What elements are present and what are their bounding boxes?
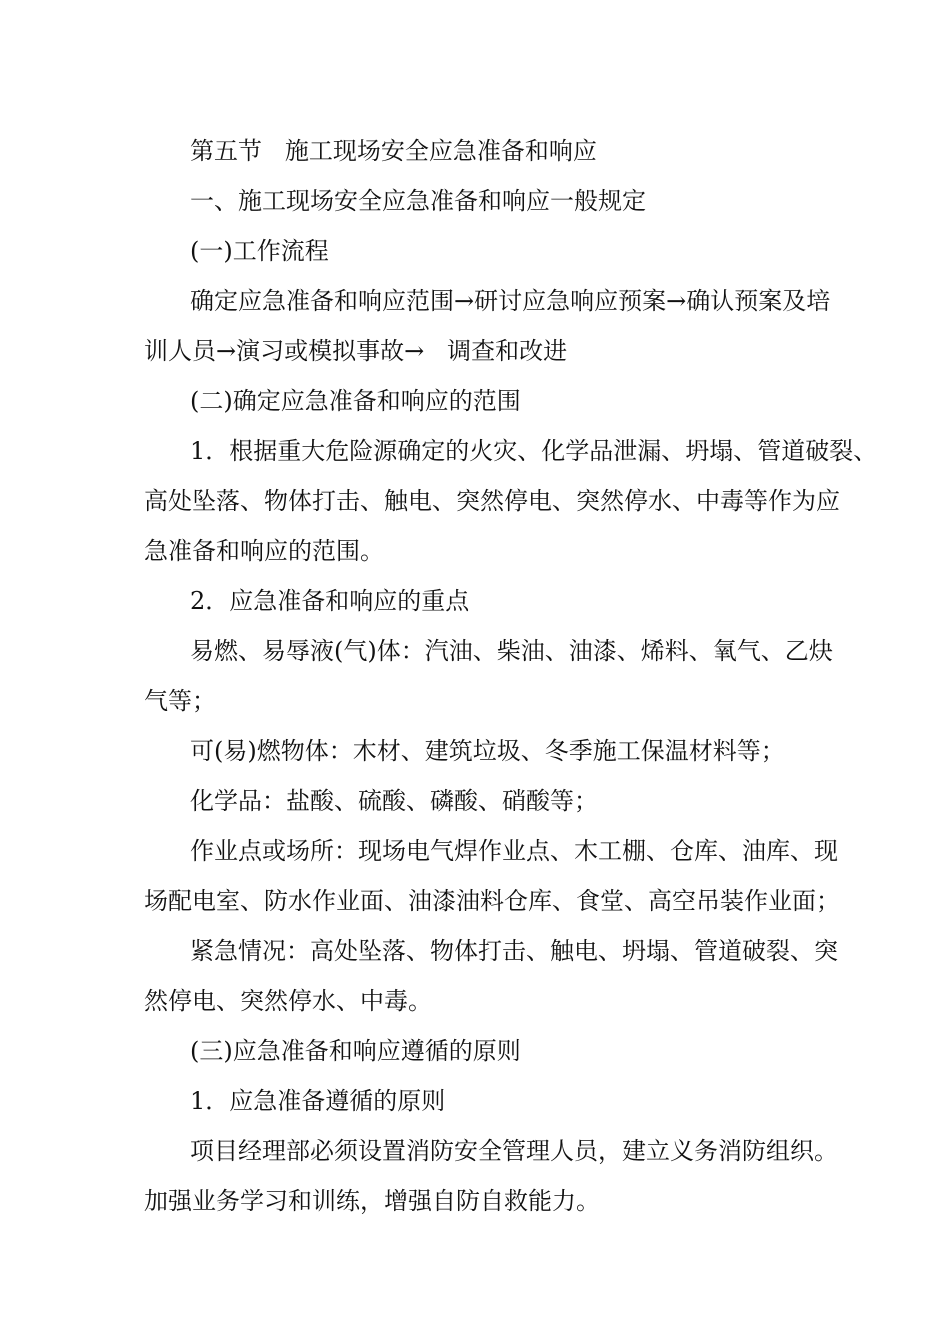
paragraph-line: 然停电、突然停水、中毒。 bbox=[144, 987, 432, 1015]
paragraph-line: 确定应急准备和响应范围→研讨应急响应预案→确认预案及培 bbox=[190, 287, 831, 315]
heading-1: 一、施工现场安全应急准备和响应一般规定 bbox=[190, 187, 646, 215]
heading-2-principles: (三)应急准备和响应遵循的原则 bbox=[190, 1037, 521, 1065]
subheading-principle: 1．应急准备遵循的原则 bbox=[190, 1087, 446, 1115]
paragraph-line: 场配电室、防水作业面、油漆油料仓库、食堂、高空吊装作业面； bbox=[144, 887, 840, 915]
paragraph-line: 训人员→演习或模拟事故→ 调查和改进 bbox=[144, 337, 568, 365]
section-title: 第五节 施工现场安全应急准备和响应 bbox=[190, 137, 597, 165]
paragraph-line: 紧急情况：高处坠落、物体打击、触电、坍塌、管道破裂、突 bbox=[190, 937, 838, 965]
paragraph-line: 急准备和响应的范围。 bbox=[144, 537, 384, 565]
heading-2-workflow: (一)工作流程 bbox=[190, 237, 329, 265]
paragraph-line: 1．根据重大危险源确定的火灾、化学品泄漏、坍塌、管道破裂、 bbox=[190, 437, 878, 465]
paragraph-line: 作业点或场所：现场电气焊作业点、木工棚、仓库、油库、现 bbox=[190, 837, 838, 865]
paragraph-line: 加强业务学习和训练，增强自防自救能力。 bbox=[144, 1187, 600, 1215]
paragraph-line: 项目经理部必须设置消防安全管理人员，建立义务消防组织。 bbox=[190, 1137, 838, 1165]
paragraph-line: 可(易)燃物体：木材、建筑垃圾、冬季施工保温材料等； bbox=[190, 737, 785, 765]
paragraph-line: 易燃、易辱液(气)体：汽油、柴油、油漆、烯料、氧气、乙炔 bbox=[190, 637, 833, 665]
paragraph-line: 气等； bbox=[144, 687, 216, 715]
heading-2-scope: (二)确定应急准备和响应的范围 bbox=[190, 387, 521, 415]
subheading-focus: 2．应急准备和响应的重点 bbox=[190, 587, 470, 615]
paragraph-line: 化学品：盐酸、硫酸、磷酸、硝酸等； bbox=[190, 787, 598, 815]
paragraph-line: 高处坠落、物体打击、触电、突然停电、突然停水、中毒等作为应 bbox=[144, 487, 840, 515]
